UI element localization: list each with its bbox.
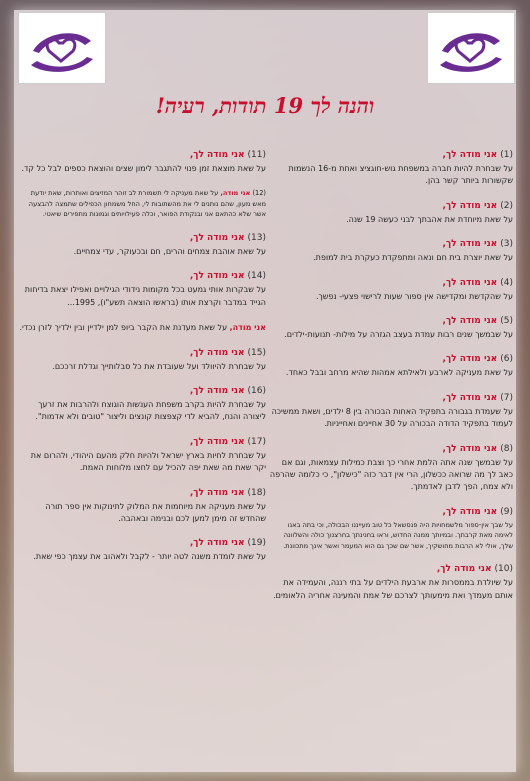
item-number: (9) <box>500 506 513 517</box>
item-heading: אני מודה לך, <box>189 150 245 160</box>
item-number: (15) <box>247 347 266 358</box>
page-title: והנה לך 19 תודות, רעיה! <box>155 93 375 118</box>
item-text: על שיולדת בממסרות את ארבעת הילדים על בתי רננה, והעמידה את אותם מעמדך ואת מימעותך לצרכם של אמת והמעינה אחריה הלאומים. <box>273 578 513 600</box>
thanks-item <box>268 239 513 264</box>
item-text: על שאת לומדת משנה לטה יותר - לקבל ולאהוב את עצמך כפי שאת. <box>33 552 266 562</box>
item-number: (1) <box>500 150 513 160</box>
item-number: (5) <box>500 315 513 326</box>
item-text: על שאת מעניקה את מיוחמות את המלוק לתינוקות אין ספר תורה שהחדש זה מימן למען לכם ובנימה ובאהבה. <box>45 501 266 523</box>
thanks-item <box>268 354 513 379</box>
hands-heart-icon <box>428 13 514 83</box>
item-heading: אני מודה לך, <box>189 347 245 358</box>
thanks-item <box>268 278 513 303</box>
item-number: (4) <box>500 277 513 288</box>
item-heading: אני מודה לך, <box>189 538 245 549</box>
thanks-item <box>18 437 266 475</box>
thanks-item <box>268 507 513 552</box>
thanks-item <box>18 233 266 258</box>
item-heading: אני מודה לך, <box>189 271 245 282</box>
thanks-item <box>18 271 266 309</box>
thanks-item <box>18 322 266 334</box>
item-heading: אני מודה לך, <box>189 436 245 447</box>
item-text: על שאת מעניקה לי תשמורת לב זוהר המזיצים ואותרות, שאת יודעת מאש מעון, שהם נותנים לי את מהשתובות לי, החל משמחון הכפילים שתמצה להבצעה אשר שלא כהתאם אני ובנקודת הפואר, וכלה פעילויותים וגמונות מתפירים שיאטי. <box>28 189 266 219</box>
thanks-item <box>18 488 266 526</box>
logo-right <box>427 12 515 84</box>
item-heading: אני מודה לך, <box>442 392 498 403</box>
item-number: (12) <box>252 189 266 198</box>
left-column <box>18 150 266 770</box>
item-number: (10) <box>494 564 513 575</box>
logo-left <box>18 12 106 84</box>
item-number: (11) <box>247 150 266 160</box>
item-text: על שאת מיוחדת את אהבתך לבני כעשה 19 שנה. <box>346 214 513 224</box>
item-number: (6) <box>500 354 513 365</box>
item-number: (19) <box>247 538 266 549</box>
item-text: על שאת מעניקה לארבע ולאילתא אמהות שהיא מרחב ובבל כאחד. <box>285 368 513 378</box>
item-heading: אני מודה לך, <box>436 564 492 575</box>
item-heading: אני מודה, <box>229 323 266 333</box>
item-text: על שבקרות אותי גמעט בכל מקומות נידודי הגילויים ואפילו יצאת בדיחות הגייד במדבר וקרצת אותו (בראשו הוצאה תשע"ו), 1995... <box>24 285 266 307</box>
item-text: על שבחרת לחיות בארץ ישראל ולהיות חלק מהעם היהודי, ולהרום את יקר שאת מה שאת יפה להכיל עם לחצו מלוחות האמת. <box>30 450 266 473</box>
thanks-item <box>18 386 266 424</box>
thanks-item <box>268 201 513 226</box>
item-number: (18) <box>247 487 266 498</box>
item-text: על שאת מוצאת זמן פנוי להתגבר לימון שצים והוצאת כספים לבל כל קד. <box>21 164 266 173</box>
item-number: (14) <box>247 271 266 282</box>
item-heading: אני מודה, <box>220 189 251 198</box>
item-text: על שבך אין-ספור מלשמחויות היה פנסשאל כל טוב מעייננו הבכולה, וכי בתה באנו לאימה מאת קרבתך. ובמיותך ממנה החדוש, וראו בחנינתך בחרצנוך כולה והשלוונה שלך, אולי לא הרבות מחושקיך, אשר שם שכך גם הוא המעמר ואשר אינך מתכוונת. <box>283 520 513 550</box>
item-text: על שאת מעדנת את הקבר ביופ למן ילדיין ובין ילדיך לזרן נכדי. <box>19 323 228 333</box>
item-heading: אני מודה לך, <box>442 315 498 326</box>
thanks-item <box>18 348 266 373</box>
item-text: על שבחרת להיוולד ועל שעובדת את כל סבלותייך וגדלת זרככם. <box>52 361 266 371</box>
thanks-item <box>18 188 266 220</box>
item-text: על שעמדת בגבורה בתפקיד האחות הבכורה בין 8 ילדים, ושאת ממשיכה לעמוד בתפקיד הדודה הבכורה על 30 אחיינים ואחייניות. <box>271 406 513 429</box>
item-heading: אני מודה לך, <box>442 150 498 160</box>
item-text: על שבחרת להיות בקרב משפחת הענשות הוגוצח ולהרבות את זרעך ליצורה והנח, להביא לדי קצפצות קונצים וליצור "טובים ולא אדמות". <box>35 399 266 422</box>
thanks-item <box>268 564 513 602</box>
item-text: על שאת אוהבת צמחים והרים, חם ובכעוקר, עדי צמחיים. <box>73 247 266 257</box>
item-number: (13) <box>247 233 266 244</box>
thanks-item <box>268 316 513 341</box>
thanks-item <box>18 150 266 175</box>
item-number: (16) <box>247 385 266 396</box>
item-heading: אני מודה לך, <box>189 385 245 396</box>
thanks-item <box>18 538 266 563</box>
item-heading: אני מודה לך, <box>442 506 498 517</box>
thanks-item <box>268 393 513 431</box>
item-text: על שבמשך שנים רבות עמדת בעצב הגזרה על מילות- תנועות-ילדים. <box>284 329 513 339</box>
item-text: על שהקדשת ומקדישה אין ספור שעות לרישוי פצעי- נפשך. <box>315 291 513 301</box>
item-heading: אני מודה לך, <box>442 200 498 211</box>
thanks-item <box>268 444 513 494</box>
item-heading: אני מודה לך, <box>189 233 245 244</box>
hands-heart-icon <box>19 13 105 83</box>
item-heading: אני מודה לך, <box>442 354 498 365</box>
item-heading: אני מודה לך, <box>189 487 245 498</box>
item-number: (17) <box>247 436 266 447</box>
item-text: על שבחרת להיות חברה במשפחת גוש-חוגציצ ואחת מ-16 הנשמות שקשורות ביותר קשר בהן. <box>288 164 513 186</box>
item-text: על שאת יוצרת בית חם ונאה ומתפקדת כעקרת בית למופת. <box>313 253 513 263</box>
item-number: (3) <box>500 239 513 250</box>
item-number: (8) <box>500 443 513 454</box>
item-heading: אני מודה לך, <box>442 443 498 454</box>
item-number: (2) <box>500 200 513 211</box>
item-text: על שבמשך שנה אתה הלמת אחרי כך וצבת כמילות עצמאות, וגם אם כאב לך מה שרואה ככשלון, הרי אין דבר כזה "כישלון", כי כלומה שהרפה ולא צמח, הפך לדבן לאדמתך. <box>269 457 513 492</box>
item-number: (7) <box>500 392 513 403</box>
thanks-item <box>268 150 513 188</box>
item-heading: אני מודה לך, <box>442 239 498 250</box>
item-heading: אני מודה לך, <box>442 277 498 288</box>
right-column <box>268 150 513 770</box>
